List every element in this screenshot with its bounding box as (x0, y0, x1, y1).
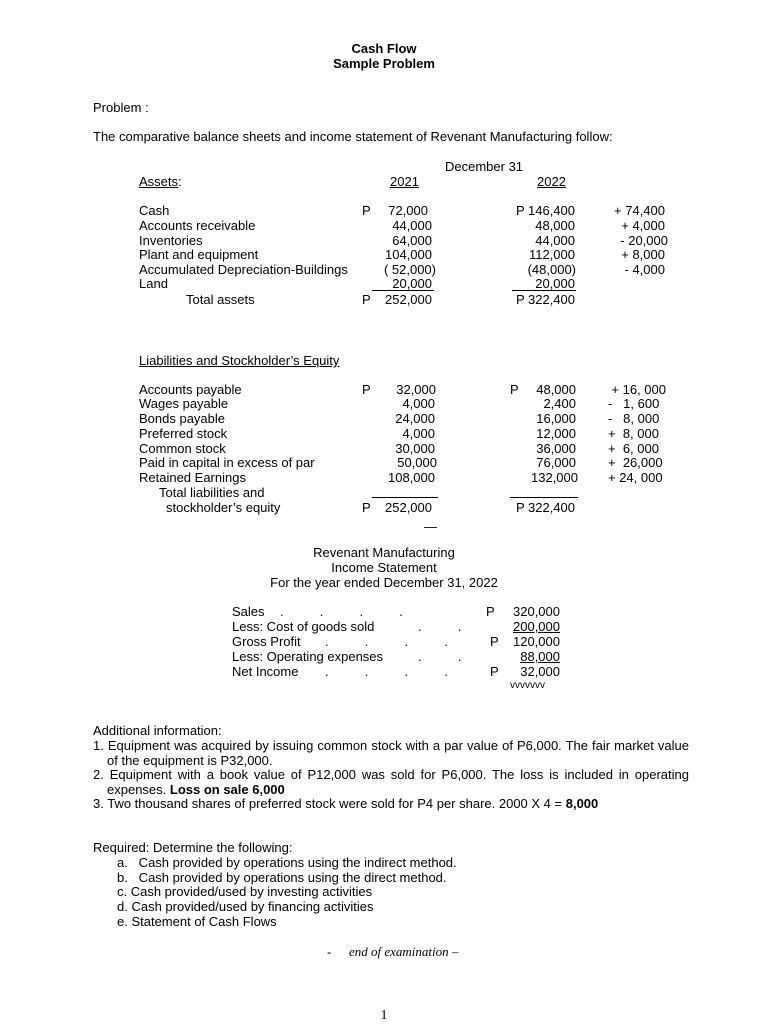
value-2021: 50,000 (397, 455, 437, 470)
row-label: Paid in capital in excess of par (139, 455, 315, 470)
currency-sign: P (486, 604, 495, 619)
subtotal-rule-2022 (512, 290, 576, 291)
value-change: - 4,000 (624, 262, 665, 277)
stray-dash: — (424, 519, 437, 534)
row-label: Cash (139, 203, 170, 218)
value-2021: 64,000 (392, 233, 432, 248)
row-label: Land (139, 276, 168, 291)
row-label: Retained Earnings (139, 470, 246, 485)
leader-dots: . . . . (325, 664, 448, 679)
value-change: + 24, 000 (608, 470, 663, 485)
value-2022: 36,000 (536, 441, 576, 456)
value-2022: P 146,400 (515, 203, 575, 218)
value-2022: 12,000 (536, 426, 576, 441)
row-value: 120,000 (513, 634, 560, 649)
year-2021-header: 2021 (390, 174, 419, 189)
total-liab-2021: 252,000 (385, 500, 432, 515)
row-label: Accounts payable (139, 382, 242, 397)
required-item-c: c. Cash provided/used by investing activities (117, 884, 373, 899)
row-label: Preferred stock (139, 426, 228, 441)
total-assets-label: Total assets (186, 292, 255, 307)
double-underline-mark: vvvvvvv (510, 680, 545, 691)
row-value: 32,000 (520, 664, 560, 679)
value-change: + 74,400 (614, 203, 665, 218)
income-company: Revenant Manufacturing (313, 545, 455, 560)
value-2022: 16,000 (536, 411, 576, 426)
required-label: Required: Determine the following: (93, 840, 293, 855)
end-dash: - (327, 944, 332, 959)
leader-dots: . . . . (280, 604, 403, 619)
subtotal-rule-2021 (372, 497, 438, 498)
value-2022: (48,000) (527, 262, 576, 277)
leader-dots: . . (418, 649, 462, 664)
total-liab-2022: P 322,400 (515, 500, 575, 515)
additional-item-3: 3. Two thousand shares of preferred stock were sold for P4 per share. 2000 X 4 = 8,000 (93, 796, 599, 811)
value-2022: 48,000 (535, 218, 575, 233)
leader-dots: . . (418, 619, 462, 634)
value-2022: 112,000 (528, 247, 575, 262)
row-label: Less: Cost of goods sold (232, 619, 375, 634)
currency-sign: P (362, 203, 371, 218)
value-2021: ( 52,000) (383, 262, 436, 277)
value-2021: 4,000 (402, 396, 435, 411)
additional-label: Additional information: (93, 723, 222, 738)
required-item-d: d. Cash provided/used by financing activities (117, 899, 374, 914)
value-2021: 44,000 (392, 218, 432, 233)
row-label: Accumulated Depreciation-Buildings (139, 262, 348, 277)
doc-title: Cash Flow (351, 41, 417, 56)
value-2021: 20,000 (392, 276, 432, 291)
row-label: Gross Profit (232, 634, 301, 649)
date-header: December 31 (445, 159, 524, 174)
currency-sign: P (362, 500, 371, 515)
value-2021: 30,000 (395, 441, 435, 456)
doc-subtitle: Sample Problem (333, 56, 435, 71)
row-label: Less: Operating expenses (232, 649, 384, 664)
row-label: Net Income (232, 664, 299, 679)
currency-sign: P (490, 664, 499, 679)
income-title: Income Statement (331, 560, 437, 575)
page-number: 1 (380, 1008, 388, 1023)
currency-sign: P (362, 292, 371, 307)
value-2021: 104,000 (385, 247, 432, 262)
total-assets-2021: 252,000 (385, 292, 432, 307)
additional-item-2: 2. Equipment with a book value of P12,000 was sold for P6,000. The loss is included in operating expenses. Loss on sale 6,000 (93, 767, 689, 797)
leader-dots: . . . . (325, 634, 448, 649)
value-2021: 24,000 (395, 411, 435, 426)
income-period: For the year ended December 31, 2022 (270, 575, 498, 590)
value-change: - 20,000 (620, 233, 668, 248)
value-change: + 8, 000 (608, 426, 659, 441)
additional-item-1: 1. Equipment was acquired by issuing common stock with a par value of P6,000. The fair market value of the equipment is P32,000. (93, 738, 689, 768)
liabilities-header: Liabilities and Stockholder’s Equity (139, 353, 340, 368)
value-2022: 132,000 (531, 470, 578, 485)
required-item-e: e. Statement of Cash Flows (117, 914, 277, 929)
subtotal-rule-2021 (372, 290, 434, 291)
row-label: Common stock (139, 441, 226, 456)
value-2021: 32,000 (396, 382, 436, 397)
value-change: + 4,000 (621, 218, 665, 233)
row-value: 88,000 (520, 649, 560, 664)
row-label: Accounts receivable (139, 218, 256, 233)
row-label: Plant and equipment (139, 247, 259, 262)
problem-label: Problem : (93, 100, 149, 115)
row-label: Sales (232, 604, 265, 619)
row-value: 320,000 (513, 604, 560, 619)
row-label: Bonds payable (139, 411, 226, 426)
row-value: 200,000 (513, 619, 560, 634)
value-2022: 76,000 (536, 455, 576, 470)
required-item-b: b. Cash provided by operations using the direct method. (117, 870, 447, 885)
row-label: Wages payable (139, 396, 229, 411)
value-change: + 16, 000 (611, 382, 666, 397)
value-change: + 6, 000 (608, 441, 659, 456)
value-2022: 20,000 (535, 276, 575, 291)
currency-sign: P (510, 382, 519, 397)
value-2021: 72,000 (388, 203, 428, 218)
value-2022: 44,000 (535, 233, 575, 248)
value-2021: 108,000 (388, 470, 435, 485)
total-assets-2022: P 322,400 (515, 292, 575, 307)
currency-sign: P (362, 382, 371, 397)
total-liab-label-1: Total liabilities and (159, 485, 265, 500)
required-item-a: a. Cash provided by operations using the indirect method. (117, 855, 457, 870)
value-change: - 8, 000 (608, 411, 660, 426)
value-2022: 48,000 (536, 382, 576, 397)
row-label: Inventories (139, 233, 203, 248)
total-liab-label-2: stockholder’s equity (166, 500, 281, 515)
value-change: + 26,000 (608, 455, 663, 470)
assets-header: Assets: (139, 174, 182, 189)
currency-sign: P (490, 634, 499, 649)
year-2022-header: 2022 (537, 174, 566, 189)
value-change: - 1, 600 (608, 396, 660, 411)
value-2022: 2,400 (543, 396, 576, 411)
value-2021: 4,000 (402, 426, 435, 441)
end-of-exam: end of examination – (349, 944, 459, 959)
problem-intro: The comparative balance sheets and income statement of Revenant Manufacturing follow: (93, 129, 613, 144)
subtotal-rule-2022 (510, 497, 578, 498)
value-change: + 8,000 (621, 247, 665, 262)
